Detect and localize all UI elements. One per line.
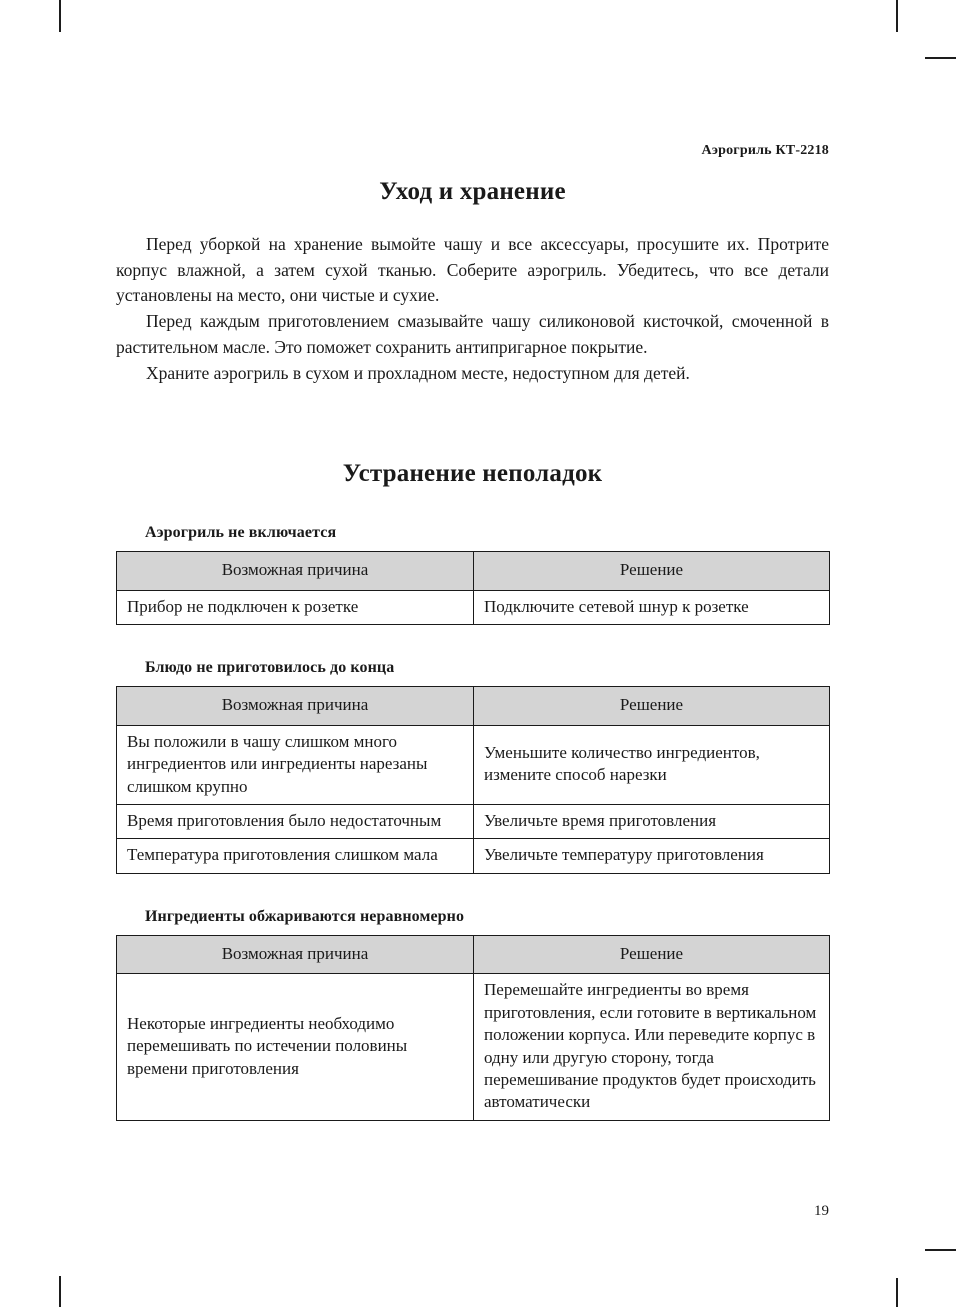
column-header-cause: Возможная причина xyxy=(117,552,474,590)
crop-mark-bottom-left-icon xyxy=(59,1276,61,1307)
table-header-row xyxy=(117,687,830,725)
page-title-troubleshooting: Устранение неполадок xyxy=(342,460,603,488)
table-row xyxy=(117,590,830,624)
table-row xyxy=(117,974,830,1121)
cell-cause: Время приготовления было недостаточным xyxy=(117,804,474,838)
table-header-row xyxy=(117,552,830,590)
column-header-cause: Возможная причина xyxy=(117,935,474,973)
care-paragraph-2: Перед каждым приготовлением смазывайте чашу силиконовой кисточкой, смоченной в растительном масле. Это поможет сохранить антипригарное покрытие. xyxy=(116,311,829,357)
troubleshooting-table-2 xyxy=(116,686,830,874)
page-content xyxy=(116,178,829,1121)
cell-cause: Вы положили в чашу слишком много ингредиентов или ингредиенты нарезаны слишком крупно xyxy=(117,725,474,804)
cell-solution: Увеличьте температуру приготовления xyxy=(474,839,830,873)
running-head: Аэрогриль КТ-2218 xyxy=(701,143,829,158)
table-gap xyxy=(116,874,829,908)
table-header-row xyxy=(117,935,830,973)
table-gap xyxy=(116,625,829,659)
column-header-solution: Решение xyxy=(474,552,830,590)
subheading-table-3: Ингредиенты обжариваются неравномерно xyxy=(145,907,465,925)
cell-solution: Перемешайте ингредиенты во время приготовления, если готовите в вертикальном положении корпуса. Или переведите корпус в одну или другую сторону, тогда перемешивание продуктов будет происходить автоматически xyxy=(474,974,830,1121)
section-spacer xyxy=(116,386,829,460)
crop-mark-bottom-right-icon xyxy=(896,1278,898,1307)
table-row xyxy=(117,725,830,804)
troubleshooting-spacer xyxy=(116,488,829,524)
troubleshooting-table-1 xyxy=(116,551,830,625)
cell-cause: Температура приготовления слишком мала xyxy=(117,839,474,873)
table-row xyxy=(117,804,830,838)
crop-mark-bottom-right-horizontal-icon xyxy=(925,1249,956,1251)
cell-solution: Подключите сетевой шнур к розетке xyxy=(474,590,830,624)
subheading-table-1: Аэрогриль не включается xyxy=(145,524,337,542)
crop-mark-top-right-icon xyxy=(896,0,898,32)
crop-mark-top-right-horizontal-icon xyxy=(925,57,956,59)
subheading-table-2: Блюдо не приготовилось до конца xyxy=(145,659,395,677)
care-paragraph-3: Храните аэрогриль в сухом и прохладном месте, недоступном для детей. xyxy=(146,362,690,383)
page-title-care: Уход и хранение xyxy=(379,178,566,205)
column-header-cause: Возможная причина xyxy=(117,687,474,725)
troubleshooting-table-3 xyxy=(116,935,830,1121)
column-header-solution: Решение xyxy=(474,687,830,725)
cell-solution: Увеличьте время приготовления xyxy=(474,804,830,838)
care-paragraph-1: Перед уборкой на хранение вымойте чашу и все аксессуары, просушите их. Протрите корпус влажной, а затем сухой тканью. Соберите аэрогриль. Убедитесь, что все детали установлены на место, они чистые и сухие. xyxy=(116,234,829,306)
page-number: 19 xyxy=(814,1203,829,1219)
cell-cause: Прибор не подключен к розетке xyxy=(117,590,474,624)
cell-solution: Уменьшите количество ингредиентов, измените способ нарезки xyxy=(474,725,830,804)
cell-cause: Некоторые ингредиенты необходимо перемешивать по истечении половины времени приготовления xyxy=(117,974,474,1121)
column-header-solution: Решение xyxy=(474,935,830,973)
crop-mark-top-left-icon xyxy=(59,0,61,32)
table-row xyxy=(117,839,830,873)
